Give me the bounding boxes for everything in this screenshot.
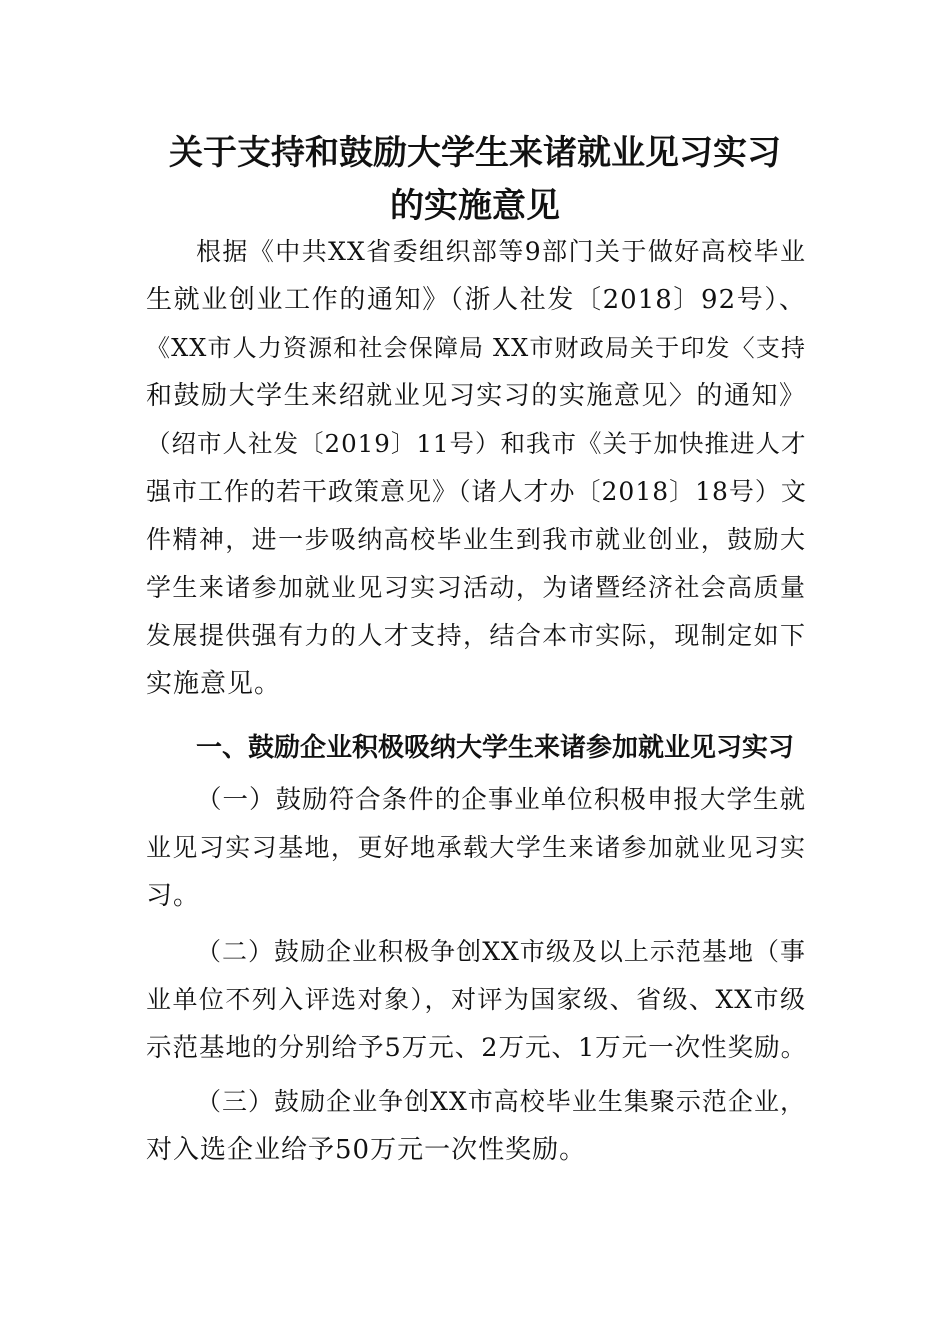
- intro-line: 《XX市人力资源和社会保障局 XX市财政局关于印发〈支持: [146, 334, 806, 362]
- item-2-line: 示范基地的分别给予5万元、2万元、1万元一次性奖励。: [146, 1033, 808, 1063]
- intro-line: 学生来诸参加就业见习实习活动，为诸暨经济社会高质量: [146, 573, 806, 602]
- item-1-line: （一）鼓励符合条件的企事业单位积极申报大学生就: [196, 785, 806, 815]
- intro-line: 根据《中共XX省委组织部等9部门关于做好高校毕业: [196, 237, 806, 266]
- intro-line: 强市工作的若干政策意见》（诸人才办〔2018〕18号）文: [146, 477, 807, 506]
- document-title-line-1: 关于支持和鼓励大学生来诸就业见习实习: [169, 133, 781, 173]
- item-1-line: 业见习实习基地，更好地承载大学生来诸参加就业见习实: [146, 833, 806, 862]
- document-title-line-2: 的实施意见: [390, 186, 560, 226]
- intro-line: 实施意见。: [146, 669, 282, 699]
- item-3-line: （三）鼓励企业争创XX市高校毕业生集聚示范企业，: [196, 1087, 806, 1116]
- intro-line: 生就业创业工作的通知》（浙人社发〔2018〕92号）、: [146, 285, 806, 315]
- item-1-line: 习。: [146, 881, 201, 911]
- intro-line: 和鼓励大学生来绍就业见习实习的实施意见〉的通知》: [146, 381, 806, 411]
- item-2-line: 业单位不列入评选对象），对评为国家级、省级、XX市级: [146, 985, 806, 1014]
- item-2-line: （二）鼓励企业积极争创XX市级及以上示范基地（事: [196, 937, 806, 966]
- intro-line: 件精神，进一步吸纳高校毕业生到我市就业创业，鼓励大: [146, 525, 806, 554]
- item-3-line: 对入选企业给予50万元一次性奖励。: [146, 1135, 587, 1165]
- intro-line: （绍市人社发〔2019〕11号）和我市《关于加快推进人才: [146, 429, 807, 458]
- intro-line: 发展提供强有力的人才支持，结合本市实际，现制定如下: [146, 621, 806, 650]
- section-heading: 一、鼓励企业积极吸纳大学生来诸参加就业见习实习: [196, 733, 795, 763]
